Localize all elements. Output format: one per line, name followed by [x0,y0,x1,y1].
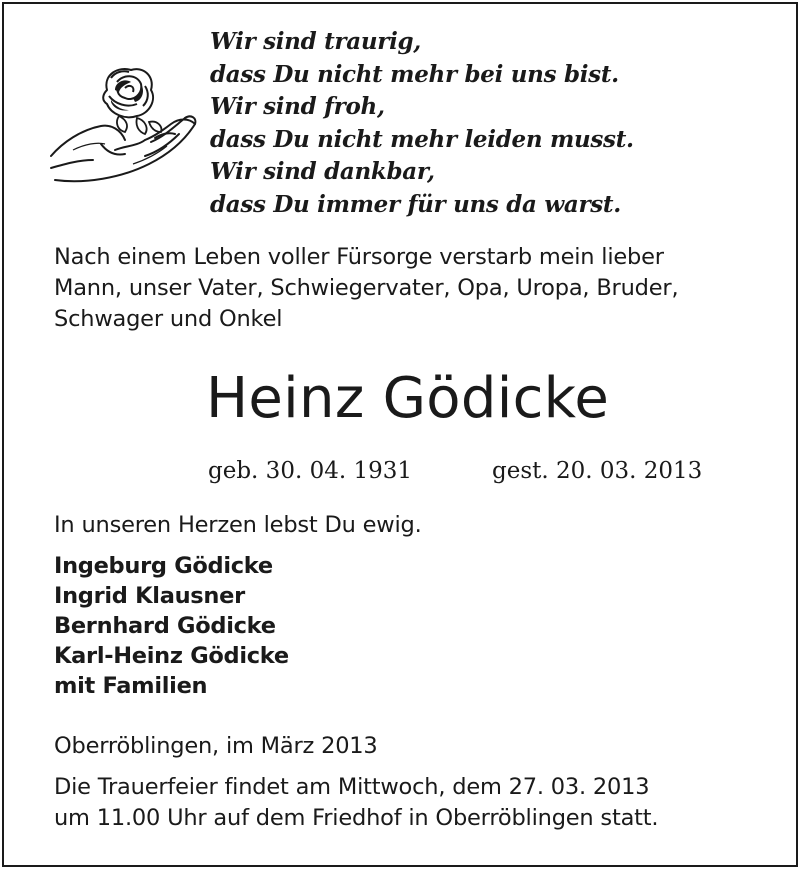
poem [210,26,770,222]
poem-line: dass Du nicht mehr bei uns bist. [210,60,619,88]
funeral-line: um 11.00 Uhr auf dem Friedhof in Oberröblingen statt. [54,805,659,831]
intro-line: Schwager und Onkel [54,306,283,332]
poem-line: Wir sind traurig, [210,28,421,55]
life-dates [208,456,703,486]
mourner-name: mit Familien [54,673,208,699]
deceased-name: Heinz Gödicke [206,366,610,431]
poem-line: Wir sind dankbar, [210,158,435,186]
mourners-list [54,551,289,701]
intro-text [54,242,774,335]
poem-line: dass Du immer für uns da warst. [210,190,621,218]
poem-line: Wir sind froh, [210,93,385,121]
funeral-info [54,772,774,834]
funeral-line: Die Trauerfeier findet am Mittwoch, dem 27. 03. 2013 [54,774,650,800]
mourner-name: Karl-Heinz Gödicke [54,643,289,669]
birth-date: geb. 30. 04. 1931 [208,458,412,484]
mourner-name: Bernhard Gödicke [54,613,276,639]
death-date: gest. 20. 03. 2013 [492,458,703,484]
memorial-line: In unseren Herzen lebst Du ewig. [54,512,422,538]
mourner-name: Ingrid Klausner [54,583,245,609]
place-date: Oberröblingen, im März 2013 [54,733,378,759]
poem-line: dass Du nicht mehr leiden musst. [210,125,634,153]
mourner-name: Ingeburg Gödicke [54,553,273,579]
intro-line: Nach einem Leben voller Fürsorge verstarb mein lieber [54,244,664,270]
intro-line: Mann, unser Vater, Schwiegervater, Opa, Uropa, Bruder, [54,275,679,301]
rose-in-hands-icon [45,60,205,190]
